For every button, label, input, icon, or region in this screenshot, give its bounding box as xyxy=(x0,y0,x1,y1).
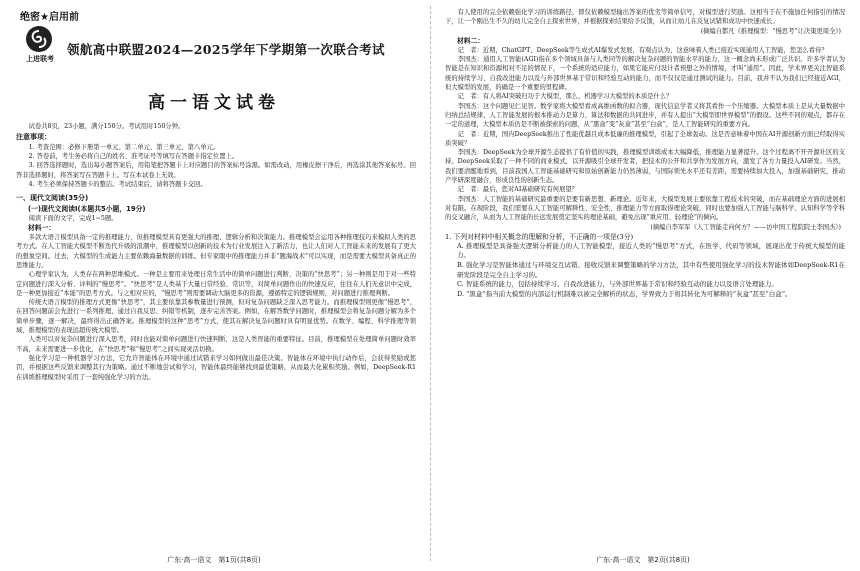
interview-paragraph: 记 者：近期，ChatGPT、DeepSeek等生成式AI爆发式发展，有观点认为，这意味着人类已接近实现通用人工智能，您怎么看待？ xyxy=(457,46,828,54)
exam-logo xyxy=(20,26,60,74)
instruction-item: 3. 回答选择题时，选出每小题答案后，用铅笔把答题卡上对应题目的答案标号涂黑。如需改动，用橡皮擦干净后，再选涂其他答案标号。回答非选择题时，将答案写在答题卡上。写在本试卷上无效。 xyxy=(16,162,416,179)
right-body xyxy=(445,8,845,299)
question-1-option-b: B. 强化学习是智能体通过与环境交互试错、接收反馈来调整策略的学习方法，其中有些使用强化学习的技术智能体如DeepSeek-R1在研发阶段是完全自主学习的。 xyxy=(457,261,845,279)
page-2 xyxy=(441,0,845,571)
material-1-paragraph: 多款大语言模型具备一定的推理能力，但推理模型具有更强大的推理、逻辑分析和决策能力。推理模型会运用各种推理技巧来模拟人类的思考方式。在人工智能大模型不断迭代升级的浪潮中，推理模型以创新的技术为行业发展注入了新活力，也让人们对人工智能未来的发展有了更大的想象空间。过去，大模型的生成能力主要依赖海量数据的训练。但专家眼中的推理能力并非“题海战术”可以实现，而是需要大模型具备真正的思维能力。 xyxy=(16,234,416,269)
interview-paragraph: 记 者：近期，国内DeepSeek推出了性能优越且成本低廉的推理模型，引起了全球轰动。这是否意味着中国在AI开源创新方面已经取得实质突破？ xyxy=(445,130,845,147)
material-1-paragraph: 强化学习是一种机器学习方法，它允许智能体在环境中通过试错来学习如何做出最佳决策。智能体在环境中执行动作后，会获得奖励或惩罚，并根据这些反馈来调整其行为策略。通过不断地尝试和学习，智能体最终能够找到最优策略，从而最大化累积奖励。例如，DeepSeek-R1在训练推理模型时采用了一套纯强化学习的方法。 xyxy=(16,354,416,381)
question-1-option-c: C. 智能系统的能力，包括持续学习、自我改进能力，与外部世界基于常识和经验互动的能力以及语言处理能力。 xyxy=(457,280,778,289)
left-body xyxy=(16,122,416,382)
instruction-item: 2. 答卷前，考生务必将自己的姓名、准考证号等填写在答题卡指定位置上。 xyxy=(28,153,239,161)
page-1 xyxy=(12,0,416,571)
interview-paragraph: 李国杰：这个问题见仁见智。数学家将大模型看成高维函数的拟合器，现代信息学者又将其看作一个压缩器。大模型本质上是从大量数据中归纳总结规律，人工智能发展的根本推动力是算力、算法和数据的共同进步，并有人提出“大模型即世界模型”的假设。这些不同的观点，都存在一定的道理，大模型本质仍是不断被探索的问题，从“黑盒”变“灰盒”甚至“白盒”，是人工智能研究的重要方向。 xyxy=(445,102,845,129)
instructions-heading: 注意事项： xyxy=(16,133,51,142)
exam-title: 领航高中联盟2024—2025学年下学期第一次联合考试 xyxy=(67,42,385,57)
question-1-option-d: D. “黑盒”指当前大模型的内部运行机制难以被完全解析的状态，学界致力于将其转化为可解释的“灰盒”甚至“白盒”。 xyxy=(457,289,792,298)
material-2-label: 材料二： xyxy=(457,36,485,45)
page-1-footer: 广东·高一语文 第1页(共8页) xyxy=(167,556,261,564)
confidential-label: 绝密★启用前 xyxy=(20,12,79,23)
logo-text: 上进联考 xyxy=(26,55,54,63)
material-1-paragraph: 心理学家认为，人类存在两种思维模式。一种是主要用来处理日常生活中的简单问题进行判断、决策的“快思考”；另一种则是用于对一些特定问题进行深入分析、评判的“慢思考”。“快思考”是人类基于大量日常经验、常识等，对简单问题作出的快速反应，往往在人们无意识中完成，是一种更加接近“本能”的思考方式。与之相对应的，“慢思考”则需要调动大脑更多的资源，遵循特定的逻辑规则，对问题进行推理判断。 xyxy=(16,271,416,297)
interview-paragraph: 李国杰：通用人工智能(AGI)指在多个领域具备与人类同等的解决复杂问题的智能水平的能力，这一概念尚未形成广泛共识。许多学者认为智能是在知识和资源相对不足的情况下，一个系统的适应能力，如果它能应付设计者预想之外的情境，才叫“通用”。因此，学术界更关注智能系统的持续学习、自我改进能力以及与外部世界基于常识和经验互动的能力，而不仅仅是通过测试的能力。目前，我并不认为我们已经接近AGI，但大模型的发展，的确是一个重要的里程碑。 xyxy=(445,56,845,92)
instruction-item: 1. 考查范围：必修下册第一单元、第二单元、第三单元、第八单元。 xyxy=(28,143,220,151)
question-1-option-a: A. 推理模型是具备强大逻辑分析能力的人工智能模型，接近人类的“慢思考”方式，在医学、代码等领域，展现出优于传统大模型的能力。 xyxy=(457,241,845,260)
interview-paragraph: 记 者：最后，您对AI基础研究有何展望？ xyxy=(457,186,578,194)
material-2-source: (摘编自李军军《人工智能走向何方？——访中国工程院院士李国杰》) xyxy=(650,223,841,231)
material-1-paragraph: 人类可以对复杂问题进行深入思考，同时也能对简单问题进行快速判断，这是人类智能的重要特征。目前，推理模型在处理简单问题时效率不高，未来需要进一步优化，在“快思考”和“慢思考”之间实现灵活切换。 xyxy=(16,336,416,353)
interview-paragraph: 记 者：有人将AI突破归功于大模型，那么，机器学习大模型的本质是什么？ xyxy=(457,93,673,101)
paper-title: 高一语文试卷 xyxy=(148,93,280,113)
swirl-icon xyxy=(29,29,49,49)
page-2-footer: 广东·高一语文 第2页(共8页) xyxy=(596,556,690,564)
section-subheading: (一)现代文阅读Ⅰ(本题共5小题，19分) xyxy=(28,204,146,213)
material-1-paragraph: 传统大语言模型的推理方式更像“快思考”，其主要依靠其参数量进行预测，但对复杂问题缺乏深入思考能力。而推理模型则更像“慢思考”，在回答问题前会先进行一系列推理，通过自我反思、纠错等机制，逐步完善答案。例如，在解答数学问题时，推理模型会将复杂问题分解为多个简单步骤，逐一解决，最终得出正确答案。推理模型的这种“思考”方式，使其在解决复杂问题时具有明显优势。在数学、编程、科学推理等领域，推理模型的表现远超传统大模型。 xyxy=(16,299,416,335)
instruction-item: 4. 考生必须保持答题卡的整洁。考试结束后，请将答题卡交回。 xyxy=(28,180,207,188)
reading-direction: 阅读下面的文字，完成1~5题。 xyxy=(28,214,118,222)
material-1-source: (摘编自都凡《推理模型：“慢思考”让决策更周全》) xyxy=(700,27,841,35)
section-heading: 一、现代文阅读(35分) xyxy=(16,194,89,203)
logo-mark-icon xyxy=(26,26,52,52)
material-1-label: 材料一： xyxy=(28,224,56,233)
material-1-continuation: 有人使用的完全依赖强化学习的训练路径，即仅依赖模型输出答案的优劣等简单信号，对模型进行奖励。这相当于在不施加任何指引的情况下，让一个刚出生不久的幼儿完全自主探索世界，并根据探索结果给予反馈，从而让幼儿在反复试错和成功中快速成长。 xyxy=(445,9,845,26)
page-divider xyxy=(430,6,431,561)
interview-paragraph: 李国杰：人工智能的基础研究最重要的是要有新思想、新理论。近年来，大模型发展主要依靠工程技术的突破，而在基础理论方面的进展相对有限。在现阶段，我们需要在人工智能可解释性、安全性、推理能力等方面取得理论突破，同时也要加强人工智能与脑科学、认知科学等学科的交叉融合，从而为人工智能的长远发展奠定坚实的理论基础，避免出现“重应用、轻理论”的倾向。 xyxy=(445,195,845,222)
interview-paragraph: 李国杰：DeepSeek为全球开源生态提供了有价值的实践，推理模型训练成本大幅降低，推理能力显著提升。这个过程离不开开源社区的支持。DeepSeek采取了一种不同的商业模式，以开源吸引全球开发者，把技术的公开和共享作为发展方向，激发了各方力量投入AI研发。当然，我们要清醒地看到，目前我国人工智能基础研究和原始创新能力仍然薄弱，与国际领先水平还有差距，需要持续加大投入，加强基础研究，推动产学研深度融合，形成良性的创新生态。 xyxy=(445,149,845,185)
exam-info: 试卷共8页，23小题，满分150分。考试用时150分钟。 xyxy=(28,123,185,130)
question-1-stem: 1. 下列对材料中相关概念的理解和分析，不正确的一项是(3分) xyxy=(445,232,634,241)
